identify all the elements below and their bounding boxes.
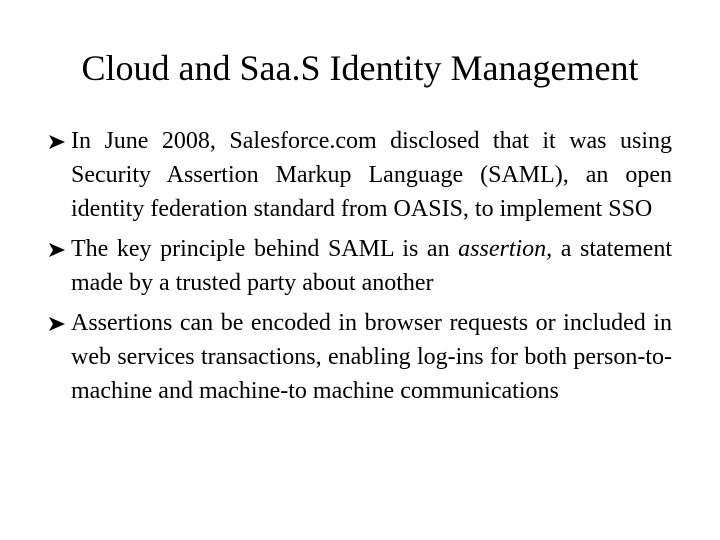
bullet-item	[48, 124, 672, 226]
arrow-bullet-icon	[48, 317, 66, 331]
arrow-bullet-icon	[48, 135, 66, 149]
bullet-text-post: a statement made by a trusted party about another	[71, 236, 672, 296]
arrow-bullet-icon	[48, 243, 66, 257]
bullet-text-emphasis: assertion,	[458, 236, 553, 262]
bullet-text: In June 2008, Salesforce.com disclosed that it was using Security Assertion Markup Language (SAML), an open identity federation standard from OASIS, to implement SSO	[71, 128, 672, 222]
bullet-list	[48, 124, 672, 414]
bullet-text: Assertions can be encoded in browser requests or included in web services transactions, enabling log-ins for both person-to-machine and machine-to machine communications	[71, 310, 672, 404]
bullet-item	[48, 232, 672, 300]
bullet-text-pre: The key principle behind SAML is an	[71, 236, 459, 262]
bullet-item	[48, 306, 672, 408]
slide-title: Cloud and Saa.S Identity Management	[81, 48, 639, 88]
